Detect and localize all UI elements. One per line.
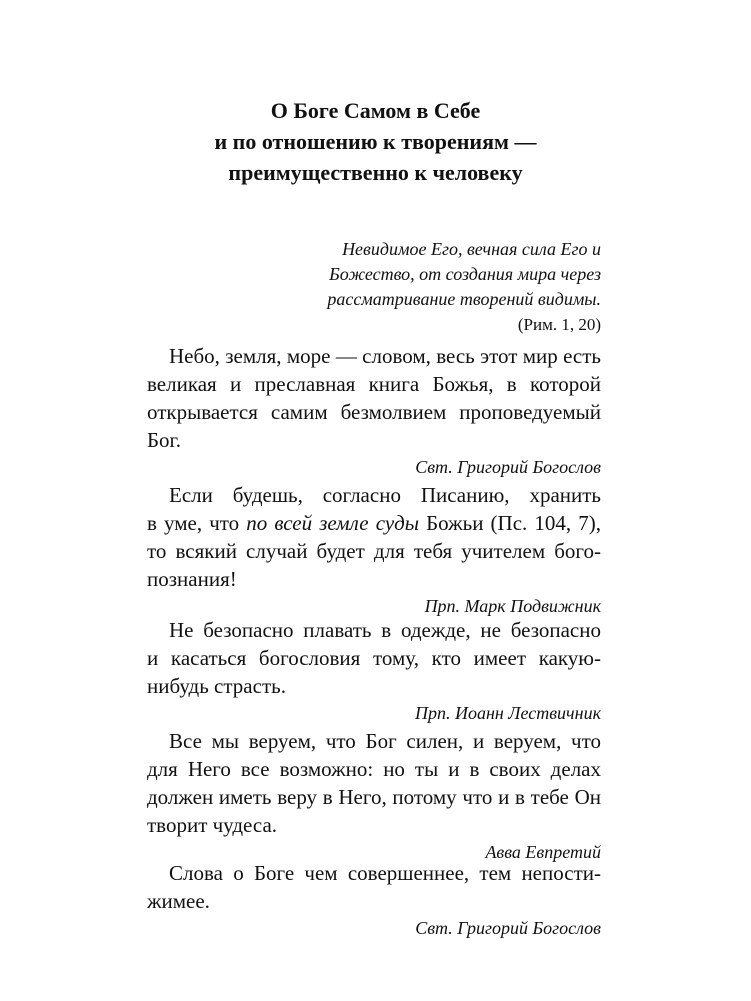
- epigraph-line: Невидимое Его, вечная сила Его и: [342, 239, 601, 259]
- quote-block: [147, 859, 601, 941]
- epigraph-line: рассматривание творений видимы.: [327, 289, 601, 309]
- quote-block: [147, 727, 601, 865]
- quote-line: для Него все возможно: но ты и в своих делах: [147, 757, 601, 781]
- quote-line: познания!: [147, 567, 237, 591]
- quote-text: Божьи (Пс. 104, 7),: [418, 511, 601, 535]
- epigraph: [147, 237, 601, 338]
- quote-line: Если будешь, согласно Писанию, хранить: [169, 483, 601, 507]
- quote-line: открывается самим безмолвием проповедуемый: [147, 400, 601, 424]
- quote-line: Все мы веруем, что Бог силен, и веруем, что: [169, 729, 601, 753]
- quote-line: и касаться богословия тому, кто имеет какую-: [147, 646, 601, 670]
- quote-line: то всякий случай будет для тебя учителем бого-: [147, 539, 601, 563]
- quote-line: Небо, земля, море — словом, весь этот мир есть: [169, 344, 601, 368]
- quote-block: [147, 616, 601, 726]
- quote-line: Не безопасно плавать в одежде, не безопасно: [169, 618, 601, 642]
- quote-author: Свт. Григорий Богослов: [415, 457, 601, 477]
- quote-line: должен иметь веру в Него, потому что и в тебе Он: [147, 785, 601, 809]
- quote-line: Бог.: [147, 428, 182, 452]
- quote-author: Авва Евпретий: [485, 842, 601, 862]
- title-line-1: О Боге Самом в Себе: [270, 98, 481, 123]
- quote-author: Прп. Марк Подвижник: [424, 596, 601, 616]
- quote-line: Слова о Боге чем совершеннее, тем непости-: [169, 861, 601, 885]
- epigraph-reference: (Рим. 1, 20): [517, 315, 601, 334]
- quote-emphasis: по всей земле суды: [246, 511, 419, 535]
- quote-line: великая и преславная книга Божья, в которой: [147, 372, 601, 396]
- quote-line: творит чудеса.: [147, 813, 278, 837]
- quote-block: [147, 481, 601, 619]
- title-line-3: преимущественно к человеку: [228, 160, 523, 185]
- epigraph-line: Божество, от создания мира через: [329, 264, 601, 284]
- chapter-title: [147, 95, 604, 188]
- quote-author: Прп. Иоанн Лествичник: [414, 703, 601, 723]
- quote-line: жимее.: [147, 889, 210, 913]
- quote-line: нибудь страсть.: [147, 674, 286, 698]
- quote-author: Свт. Григорий Богослов: [415, 918, 601, 938]
- quote-block: [147, 342, 601, 480]
- quote-line: [147, 509, 601, 537]
- title-line-2: и по отношению к творениям —: [214, 129, 537, 154]
- quote-text: в уме, что: [147, 511, 247, 535]
